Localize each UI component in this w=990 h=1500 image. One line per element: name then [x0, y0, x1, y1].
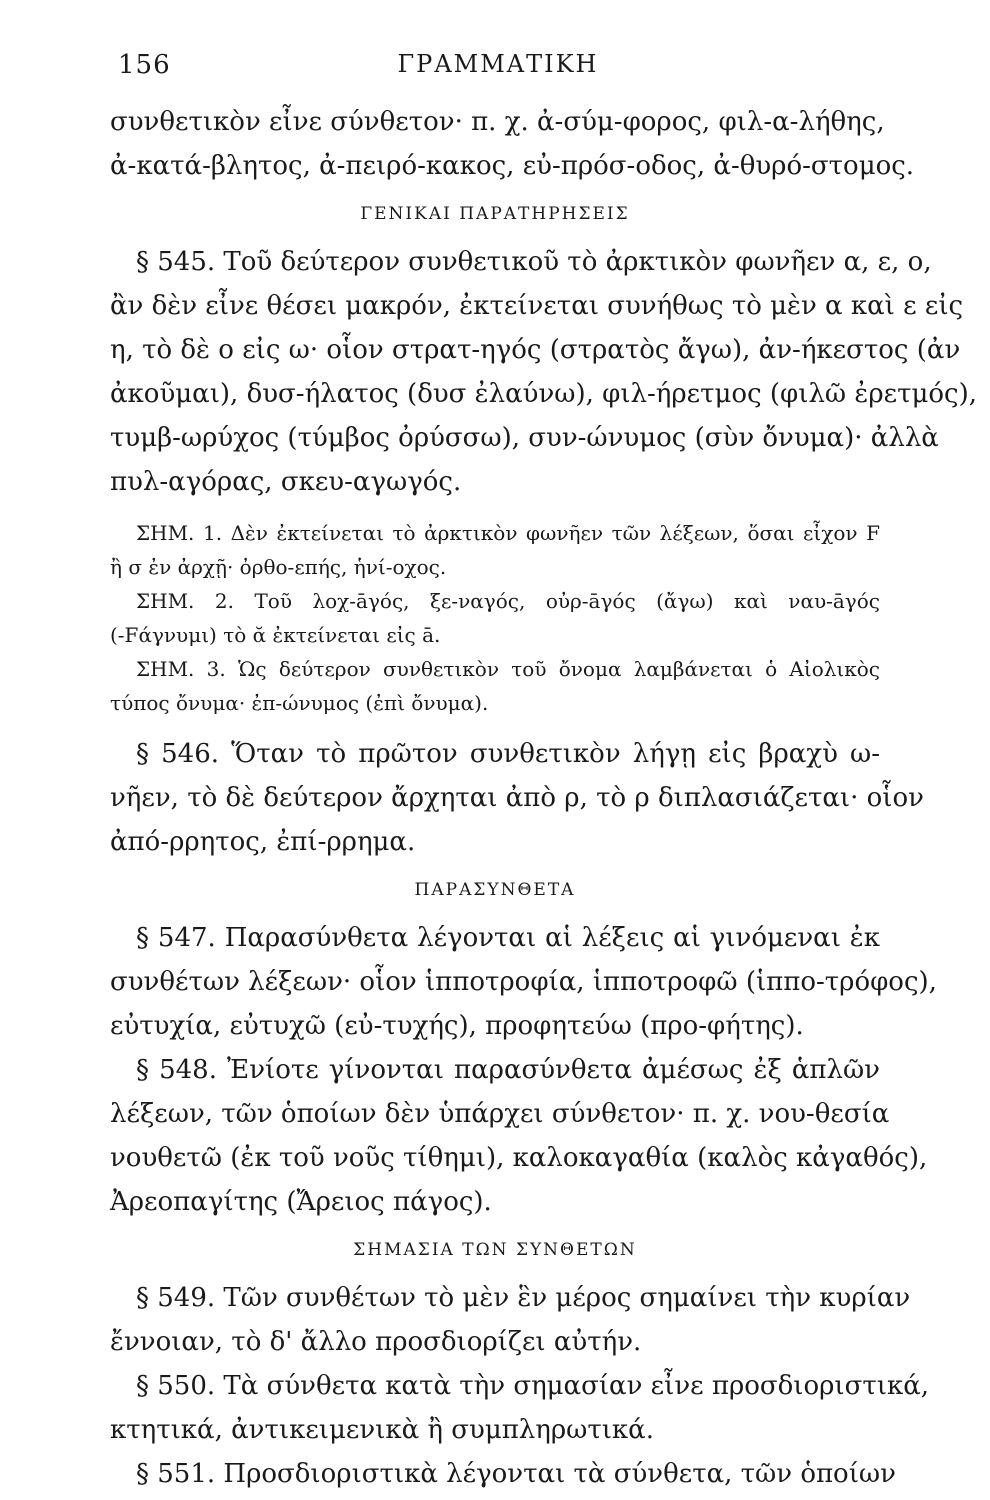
text-line: συνθέτων λέξεων· οἷον ἱπποτροφία, ἱπποτροφῶ (ἱππο-τρόφος),: [110, 967, 937, 997]
page-number: 156: [118, 50, 171, 80]
text-line: νῆεν, τὸ δὲ δεύτερον ἄρχηται ἀπὸ ρ, τὸ ρ διπλασιάζεται· οἷον: [110, 783, 924, 813]
text-line: ἀ-κατά-βλητος, ἀ-πειρό-κακος, εὐ-πρόσ-οδος, ἀ-θυρό-στομος.: [110, 151, 915, 181]
text-line: λέξεων, τῶν ὁποίων δὲν ὑπάρχει σύνθετον· π. χ. νου-θεσία: [110, 1099, 890, 1129]
body-text: [110, 100, 978, 1496]
text-line: § 548. Ἐνίοτε γίνονται παρασύνθετα ἀμέσως ἐξ ἁπλῶν: [136, 1055, 880, 1085]
text-line: ἀπό-ρρητος, ἐπί-ρρημα.: [110, 827, 416, 857]
note-line: ἢ σ ἐν ἀρχῇ· ὀρθο-επής, ἡνί-οχος.: [110, 555, 447, 579]
text-line: ἀκοῦμαι), δυσ-ήλατος (δυσ ἐλαύνω), φιλ-ήρετμος (φιλῶ ἐρετμός),: [110, 379, 978, 409]
text-line: § 551. Προσδιοριστικὰ λέγονται τὰ σύνθετα, τῶν ὁποίων: [136, 1459, 896, 1489]
block-gap: [110, 504, 880, 516]
text-line: § 545. Τοῦ δεύτερον συνθετικοῦ τὸ ἀρκτικὸν φωνῆεν α, ε, ο,: [136, 247, 932, 277]
text-line: ἂν δὲν εἶνε θέσει μακρόν, ἐκτείνεται συνήθως τὸ μὲν α καὶ ε εἰς: [110, 291, 964, 321]
section-heading: ΣΗΜΑΣΙΑ ΤΩΝ ΣΥΝΘΕΤΩΝ: [353, 1240, 637, 1260]
text-line: πυλ-αγόρας, σκευ-αγωγός.: [110, 467, 462, 497]
section-heading: ΠΑΡΑΣΥΝΘΕΤΑ: [414, 880, 576, 900]
note-line: ΣΗΜ. 1. Δὲν ἐκτείνεται τὸ ἀρκτικὸν φωνῆεν τῶν λέξεων, ὅσαι εἶχον F: [136, 521, 880, 545]
text-line: νουθετῶ (ἐκ τοῦ νοῦς τίθημι), καλοκαγαθία (καλὸς κἀγαθός),: [110, 1143, 928, 1173]
text-line: § 547. Παρασύνθετα λέγονται αἱ λέξεις αἱ γινόμεναι ἐκ: [136, 923, 880, 953]
note-line: (-Fάγνυμι) τὸ ᾰ ἐκτείνεται εἰς ā.: [110, 623, 441, 647]
text-line: συνθετικὸν εἶνε σύνθετον· π. χ. ἀ-σύμ-φορος, φιλ-α-λήθης,: [110, 107, 885, 137]
text-line: τυμβ-ωρύχος (τύμβος ὀρύσσω), συν-ώνυμος (σὺν ὄνυμα)· ἀλλὰ: [110, 423, 939, 453]
text-line: § 549. Τῶν συνθέτων τὸ μὲν ἓν μέρος σημαίνει τὴν κυρίαν: [136, 1283, 911, 1313]
note-line: ΣΗΜ. 3. Ὡς δεύτερον συνθετικὸν τοῦ ὄνομα λαμβάνεται ὁ Αἰολικὸς: [136, 657, 880, 681]
text-line: η, τὸ δὲ ο εἰς ω· οἷον στρατ-ηγός (στρατὸς ἄγω), ἀν-ήκεστος (ἀν: [110, 335, 961, 365]
text-line: Ἀρεοπαγίτης (Ἄρειος πάγος).: [110, 1187, 492, 1217]
note-line: τύπος ὄνυμα· ἐπ-ώνυμος (ἐπὶ ὄνυμα).: [110, 691, 489, 715]
note-line: ΣΗΜ. 2. Τοῦ λοχ-āγός, ξε-ναγός, οὐρ-āγός (ἄγω) καὶ ναυ-āγός: [136, 589, 880, 613]
section-heading: ΓΕΝΙΚΑΙ ΠΑΡΑΤΗΡΗΣΕΙΣ: [360, 204, 630, 224]
text-line: § 546. Ὅταν τὸ πρῶτον συνθετικὸν λήγῃ εἰς βραχὺ ω-: [136, 739, 880, 769]
text-line: ἔννοιαν, τὸ δ' ἄλλο προσδιορίζει αὐτήν.: [110, 1327, 642, 1357]
text-line: κτητικά, ἀντικειμενικὰ ἢ συμπληρωτικά.: [110, 1415, 654, 1445]
page-header: [118, 50, 878, 90]
block-gap: [110, 720, 880, 732]
text-line: εὐτυχία, εὐτυχῶ (εὐ-τυχής), προφητεύω (προ-φήτης).: [110, 1011, 804, 1041]
running-title: ΓΡΑΜΜΑΤΙΚΗ: [397, 50, 599, 78]
text-line: § 550. Τὰ σύνθετα κατὰ τὴν σημασίαν εἶνε προσδιοριστικά,: [136, 1371, 930, 1401]
